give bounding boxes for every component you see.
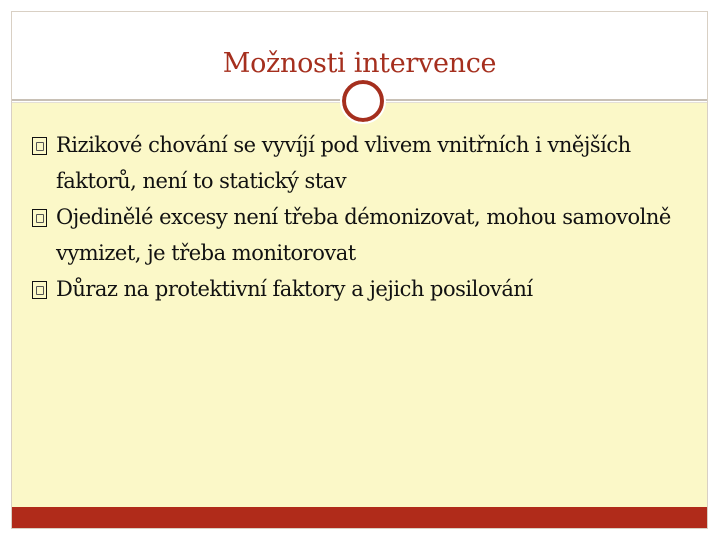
bullet-list xyxy=(32,127,682,307)
slide-title: Možnosti intervence xyxy=(222,48,497,79)
bullet-text: Ojedinělé excesy není třeba démonizovat, mohou samovolně vymizet, je třeba monitorovat xyxy=(56,205,671,265)
footer-bar xyxy=(12,507,707,528)
bullet-text: Důraz na protektivní faktory a jejich posilování xyxy=(56,277,533,301)
bullet-text: Rizikové chování se vyvíjí pod vlivem vnitřních i vnějších faktorů, není to statický stav xyxy=(56,133,631,193)
square-bullet-icon xyxy=(32,137,47,155)
list-item xyxy=(32,271,682,307)
square-bullet-icon xyxy=(32,209,47,227)
list-item xyxy=(32,127,682,199)
square-bullet-icon xyxy=(32,281,47,299)
circle-ring-icon xyxy=(342,80,384,122)
list-item xyxy=(32,199,682,271)
